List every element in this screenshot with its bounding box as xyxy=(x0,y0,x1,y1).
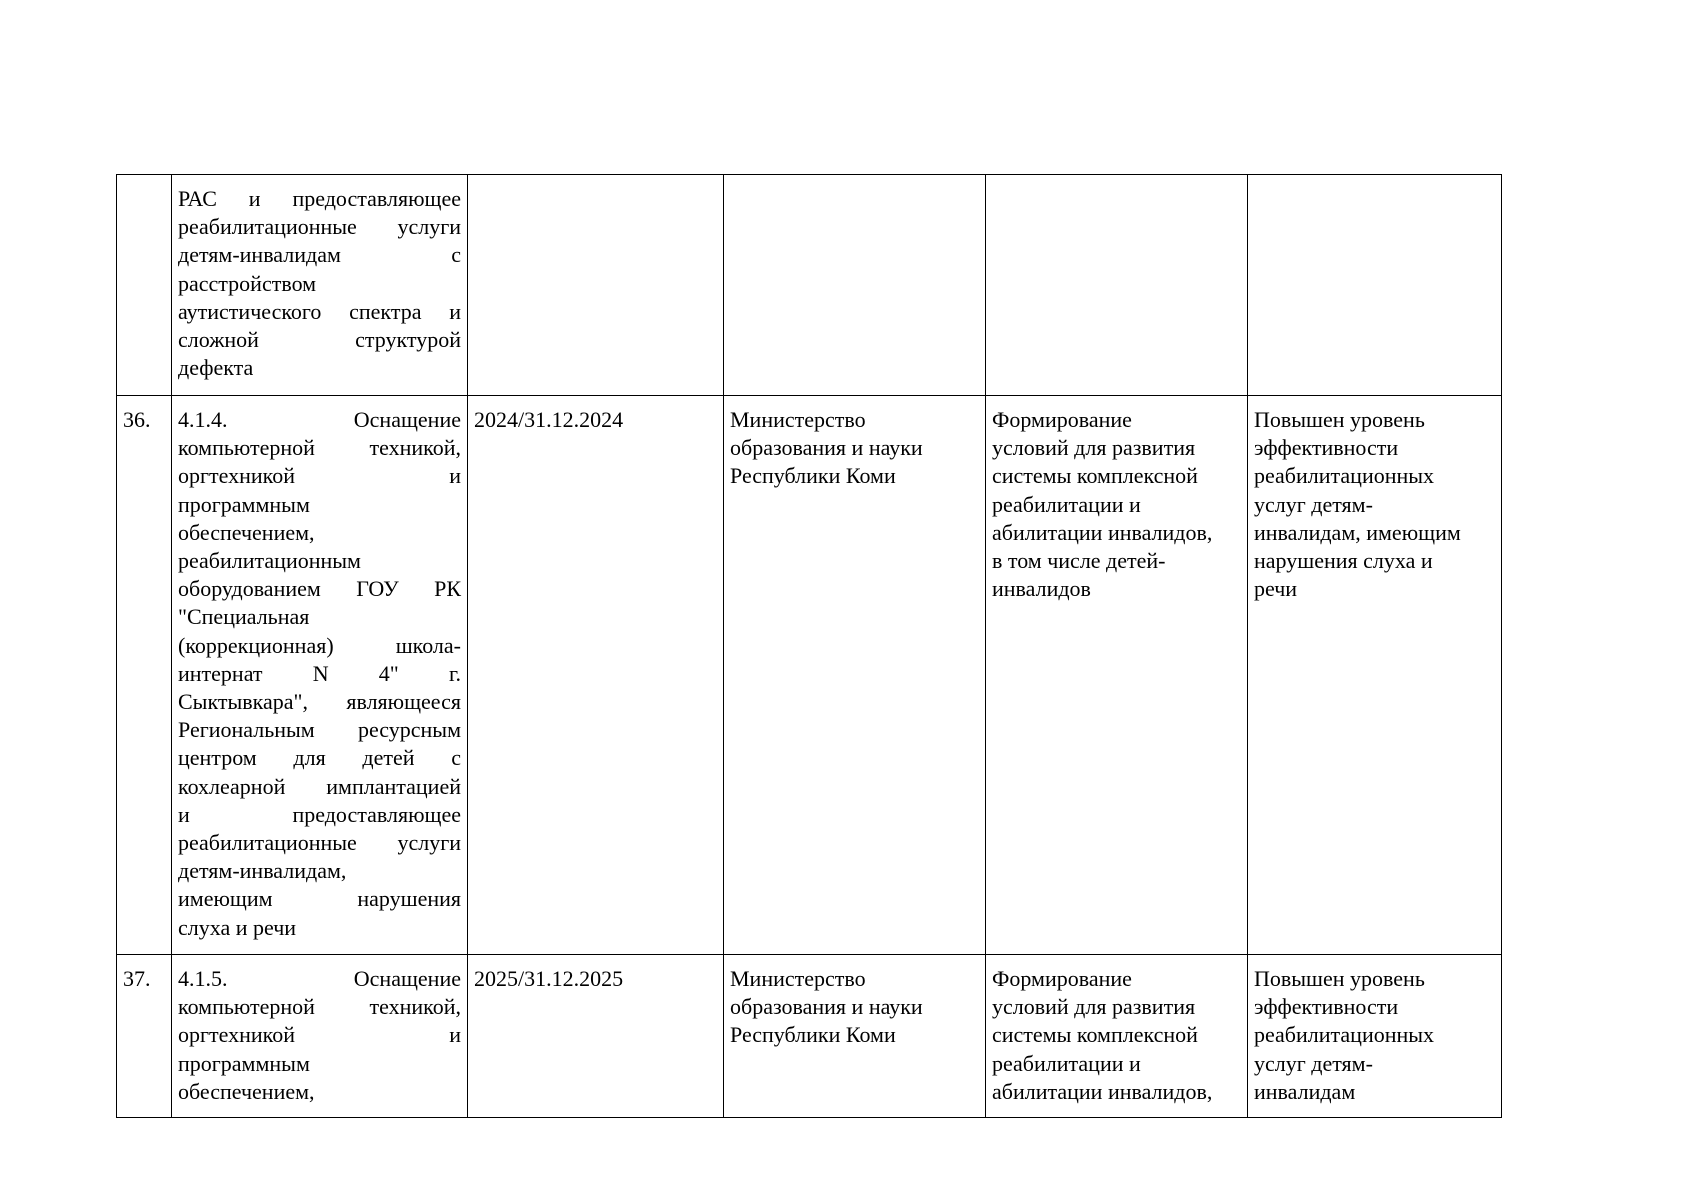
table-row xyxy=(117,955,1502,1118)
text-line: образования и науки xyxy=(730,994,923,1020)
goal-cell xyxy=(986,396,1248,955)
row-number: 36. xyxy=(117,396,172,955)
text-line: Сыктывкара", являющееся xyxy=(178,689,461,715)
text-line: центром для детей с xyxy=(178,745,461,771)
text-line: эффективности xyxy=(1254,994,1399,1020)
text-line: системы комплексной xyxy=(992,1022,1198,1048)
text-line: системы комплексной xyxy=(992,463,1198,489)
text-line: инвалидам xyxy=(1254,1078,1356,1104)
text-line: обеспечением, xyxy=(178,1078,315,1104)
table-row xyxy=(117,396,1502,955)
text-line: Повышен уровень xyxy=(1254,966,1425,991)
result-cell xyxy=(1248,396,1502,955)
text-line: Формирование xyxy=(992,407,1132,432)
text-line: в том числе детей- xyxy=(992,548,1166,574)
executor-cell xyxy=(724,175,986,396)
text-line: оборудованием ГОУ РК xyxy=(178,576,461,602)
text-line: интернат N 4" г. xyxy=(178,660,461,686)
text-line: абилитации инвалидов, xyxy=(992,1078,1213,1104)
text-line: обеспечением, xyxy=(178,519,315,545)
text-line: программным xyxy=(178,491,310,517)
text-line: Республики Коми xyxy=(730,1022,896,1048)
action-cell xyxy=(172,175,468,396)
text-line: 4.1.4. Оснащение xyxy=(178,407,461,432)
text-line: слуха и речи xyxy=(178,914,297,940)
text-line: реабилитационные услуги xyxy=(178,214,461,240)
text-line: реабилитационных xyxy=(1254,1022,1435,1048)
text-line: программным xyxy=(178,1050,310,1076)
executor-cell xyxy=(724,396,986,955)
text-line: инвалидам, имеющим xyxy=(1254,519,1461,545)
text-line: кохлеарной имплантацией xyxy=(178,773,461,799)
text-line: расстройством xyxy=(178,270,317,296)
text-line: дефекта xyxy=(178,355,254,381)
text-line: услуг детям- xyxy=(1254,1050,1373,1076)
deadline-cell xyxy=(468,175,724,396)
text-line: реабилитационных xyxy=(1254,463,1435,489)
action-cell xyxy=(172,396,468,955)
measures-table xyxy=(116,174,1502,1118)
text-line: инвалидов xyxy=(992,576,1091,602)
text-line: реабилитации и xyxy=(992,491,1141,517)
text-line: реабилитации и xyxy=(992,1050,1141,1076)
result-cell xyxy=(1248,175,1502,396)
text-line: Повышен уровень xyxy=(1254,407,1425,432)
text-line: (коррекционная) школа- xyxy=(178,632,461,658)
text-line: сложной структурой xyxy=(178,327,461,353)
table-body xyxy=(117,175,1502,1118)
text-line: детям-инвалидам, xyxy=(178,858,347,884)
result-cell xyxy=(1248,955,1502,1118)
text-line: 4.1.5. Оснащение xyxy=(178,966,461,991)
action-cell xyxy=(172,955,468,1118)
text-line: образования и науки xyxy=(730,435,923,461)
text-line: и предоставляющее xyxy=(178,801,461,827)
text-line: компьютерной техникой, xyxy=(178,435,461,461)
text-line: реабилитационные услуги xyxy=(178,830,461,856)
text-line: Министерство xyxy=(730,407,866,432)
text-line: оргтехникой и xyxy=(178,1022,461,1048)
text-line: услуг детям- xyxy=(1254,491,1373,517)
text-line: аутистического спектра и xyxy=(178,298,461,324)
goal-cell xyxy=(986,175,1248,396)
deadline-cell: 2025/31.12.2025 xyxy=(468,955,724,1118)
text-line: Региональным ресурсным xyxy=(178,717,461,743)
text-line: реабилитационным xyxy=(178,548,361,574)
text-line: детям-инвалидам с xyxy=(178,242,461,268)
text-line: Республики Коми xyxy=(730,463,896,489)
text-line: оргтехникой и xyxy=(178,463,461,489)
text-line: Формирование xyxy=(992,966,1132,991)
table-row xyxy=(117,175,1502,396)
text-line: Министерство xyxy=(730,966,866,991)
text-line: условий для развития xyxy=(992,994,1196,1020)
text-line: условий для развития xyxy=(992,435,1196,461)
text-line: эффективности xyxy=(1254,435,1399,461)
text-line: абилитации инвалидов, xyxy=(992,519,1213,545)
text-line: РАС и предоставляющее xyxy=(178,186,461,211)
deadline-cell: 2024/31.12.2024 xyxy=(468,396,724,955)
text-line: "Специальная xyxy=(178,604,310,630)
executor-cell xyxy=(724,955,986,1118)
text-line: нарушения слуха и xyxy=(1254,548,1433,574)
text-line: имеющим нарушения xyxy=(178,886,461,912)
text-line: компьютерной техникой, xyxy=(178,994,461,1020)
text-line: речи xyxy=(1254,576,1298,602)
row-number: 37. xyxy=(117,955,172,1118)
row-number xyxy=(117,175,172,396)
goal-cell xyxy=(986,955,1248,1118)
